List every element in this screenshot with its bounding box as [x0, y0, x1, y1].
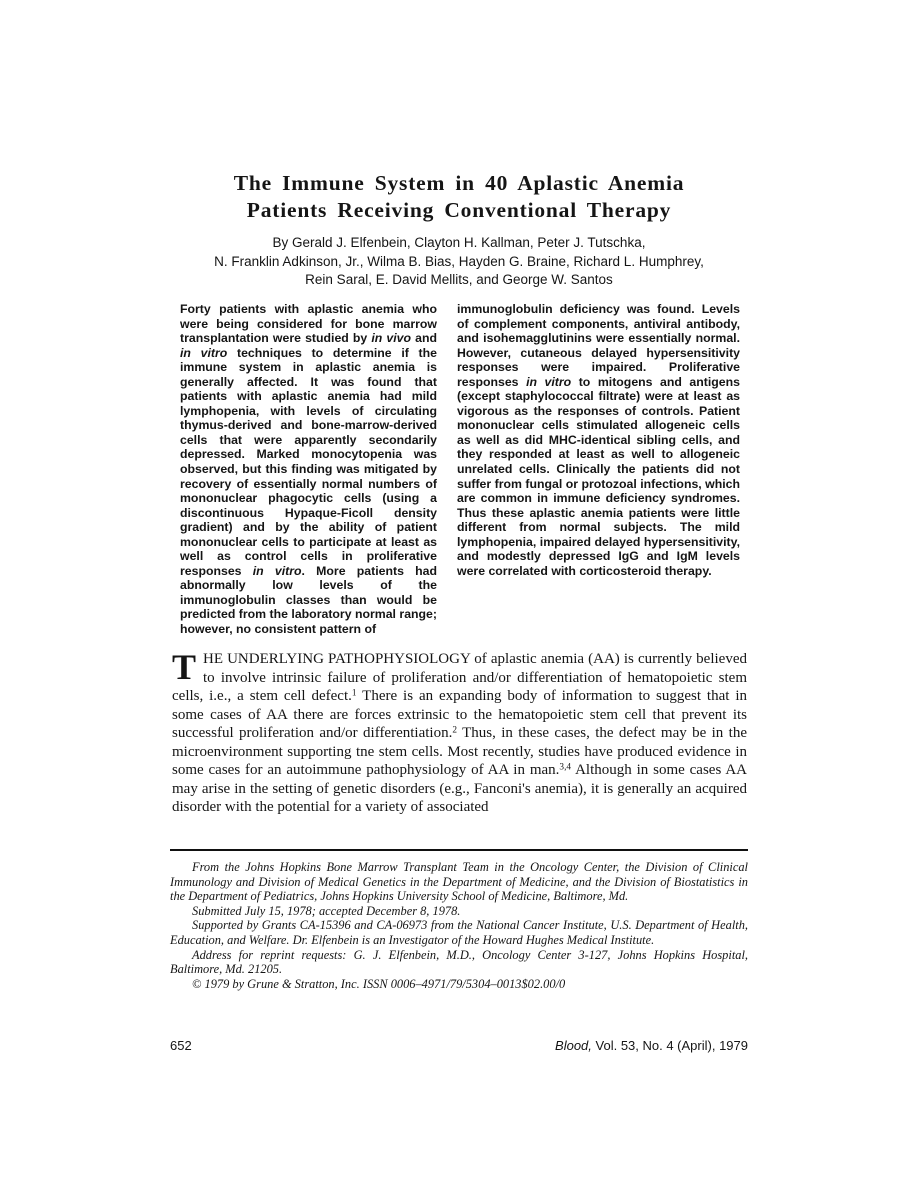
footnote-divider — [170, 849, 748, 851]
article-title — [0, 170, 918, 224]
authors-byline — [0, 234, 918, 290]
drop-cap: T — [172, 647, 197, 687]
footnote-copyright: © 1979 by Grune & Stratton, Inc. ISSN 0006–4971/79/5304–0013$02.00/0 — [192, 976, 566, 991]
body-paragraph — [172, 647, 747, 817]
page-footer — [170, 1038, 748, 1053]
footnote-reprint-address: Address for reprint requests: G. J. Elfenbein, M.D., Oncology Center 3-127, Johns Hopkins Hospital, Baltimore, Md. 21205. — [170, 947, 748, 977]
footnote-affiliation: From the Johns Hopkins Bone Marrow Transplant Team in the Oncology Center, the Division of Clinical Immunology and Division of Medical Genetics in the Department of Medicine, and the Division of Biostatistics in the Department of Pediatrics, Johns Hopkins University School of Medicine, Baltimore, Md. — [170, 860, 748, 904]
authors-line-3: Rein Saral, E. David Mellits, and George W. Santos — [305, 272, 613, 287]
body-paragraph-text: HE UNDERLYING PATHOPHYSIOLOGY of aplastic anemia (AA) is currently believed to involve intrinsic failure of proliferation and/or differentiation of hematopoietic stem cells, i.e., a stem cell defect.$^1$ There is an expanding body of information to suggest that in some cases of AA there are forces extrinsic to the hematopoietic stem cell that prevent its successful proliferation and/or differentiation.$^2$ Thus, in these cases, the defect may be in the microenvironment supporting tne stem cells. Most recently, studies have produced evidence in some cases for an autoimmune pathophysiology of AA in man.$^{3,4}$ Although in some cases AA may arise in the setting of genetic disorders (e.g., Fanconi's anemia), it is generally an acquired disorder with the potential for a variety of associated — [172, 651, 747, 815]
footnote-support: Supported by Grants CA-15396 and CA-06973 from the National Cancer Institute, U.S. Department of Health, Education, and Welfare. Dr. Elfenbein is an Investigator of the Howard Hughes Medical Institute. — [170, 918, 748, 947]
article-title-line-2: Patients Receiving Conventional Therapy — [246, 198, 672, 222]
article-title-line-1: The Immune System in 40 Aplastic Anemia — [233, 171, 685, 195]
abstract-column-right: immunoglobulin deficiency was found. Levels of complement components, antiviral antibody, and isohemagglutinins were essentially normal. However, cutaneous delayed hypersensitivity responses were impaired. Proliferative responses in vitro to mitogens and antigens (except staphylococcal filtrate) were at least as vigorous as the responses of controls. Patient mononuclear cells stimulated allogeneic cells as well as did MHC-identical sibling cells, and they responded at least as well to allogeneic unrelated cells. Clinically the patients did not suffer from fungal or protozoal infections, which are common in immune deficiency syndromes. Thus these aplastic anemia patients were little different from normal subjects. The mild lymphopenia, impaired delayed hypersensitivity, and modestly depressed IgG and IgM levels were correlated with corticosteroid therapy. — [457, 302, 740, 578]
abstract — [180, 302, 740, 637]
journal-citation: Blood, Vol. 53, No. 4 (April), 1979 — [555, 1038, 748, 1053]
authors-line-2: N. Franklin Adkinson, Jr., Wilma B. Bias, Hayden G. Braine, Richard L. Humphrey, — [214, 253, 704, 269]
authors-line-1: By Gerald J. Elfenbein, Clayton H. Kallman, Peter J. Tutschka, — [272, 235, 646, 250]
footnotes — [170, 860, 748, 991]
page-number: 652 — [170, 1038, 192, 1053]
abstract-column-left: Forty patients with aplastic anemia who were being considered for bone marrow transplantation were studied by in vivo and in vitro techniques to determine if the immune system in aplastic anemia is generally affected. It was found that patients with aplastic anemia had mild lymphopenia, with levels of circulating thymus-derived and bone-marrow-derived cells that were apparently secondarily depressed. Marked monocytopenia was observed, but this finding was mitigated by recovery of essentially normal numbers of mononuclear phagocytic cells (using a discontinuous Hypaque-Ficoll density gradient) and by the ability of patient mononuclear cells to participate at least as well as control cells in proliferative responses in vitro. More patients had abnormally low levels of the immunoglobulin classes than would be predicted from the laboratory normal range; however, no consistent pattern of — [180, 302, 438, 637]
footnote-dates: Submitted July 15, 1978; accepted December 8, 1978. — [192, 903, 461, 918]
